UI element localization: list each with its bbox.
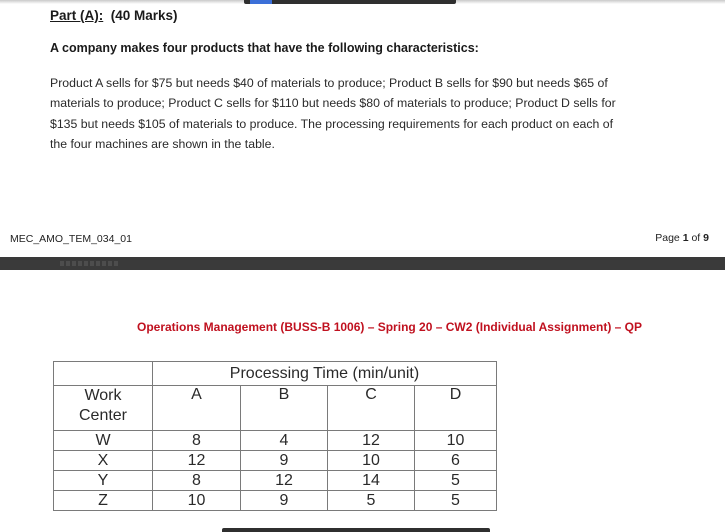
paragraph-line: materials to produce; Product C sells for $110 but needs $80 of materials to produce; Product D sells for: [50, 96, 616, 111]
table-header-row: [54, 386, 497, 431]
table-cell: 8: [153, 471, 241, 491]
page-header-title: Operations Management (BUSS-B 1006) – Spring 20 – CW2 (Individual Assignment) – QP: [137, 320, 642, 334]
paragraph-line: Product A sells for $75 but needs $40 of materials to produce; Product B sells for $90 but needs $65 of: [50, 76, 608, 90]
table-cell: 10: [415, 431, 497, 451]
paragraph-line: $135 but needs $105 of materials to produce. The processing requirements for each product on each of: [50, 116, 614, 131]
row-label: Y: [54, 471, 153, 491]
work-center-header: [54, 386, 153, 431]
intro-text: A company makes four products that have the following characteristics:: [50, 41, 479, 55]
table-cell: 12: [328, 431, 415, 451]
table-cell: 14: [328, 471, 415, 491]
top-scroll-bar[interactable]: [244, 0, 456, 4]
table-row: [54, 431, 497, 451]
table-title: Processing Time (min/unit): [153, 362, 497, 386]
table-cell: 8: [153, 431, 241, 451]
paragraph-line: the four machines are shown in the table.: [50, 136, 275, 151]
bottom-scroll-bar[interactable]: [222, 528, 490, 532]
page-total: 9: [703, 232, 709, 244]
table-cell: 5: [415, 491, 497, 511]
table-cell: 10: [328, 451, 415, 471]
page-current: 1: [682, 232, 689, 244]
page-number: [655, 232, 709, 244]
row-label: X: [54, 451, 153, 471]
work-center-line1: Work: [84, 387, 122, 404]
page-prefix: Page: [655, 232, 680, 244]
work-center-line2: Center: [78, 407, 128, 424]
table-cell: 9: [241, 491, 328, 511]
table-row: [54, 451, 497, 471]
table-corner-top: [54, 362, 153, 386]
top-scroll-accent: [250, 0, 272, 4]
row-label: W: [54, 431, 153, 451]
table-cell: 4: [241, 431, 328, 451]
page-of: of: [691, 232, 701, 244]
part-heading: [50, 8, 178, 23]
table-cell: 12: [241, 471, 328, 491]
table-cell: 12: [153, 451, 241, 471]
processing-time-table: [53, 361, 497, 511]
part-label: Part (A):: [50, 8, 104, 23]
column-header-d: D: [415, 386, 497, 431]
row-label: Z: [54, 491, 153, 511]
table-title-row: [54, 362, 497, 386]
part-marks: (40 Marks): [110, 8, 178, 23]
table-row: [54, 471, 497, 491]
table-cell: 9: [241, 451, 328, 471]
column-header-b: B: [241, 386, 328, 431]
table-cell: 6: [415, 451, 497, 471]
table-cell: 5: [328, 491, 415, 511]
table-cell: 5: [415, 471, 497, 491]
table-cell: 10: [153, 491, 241, 511]
table-row: [54, 491, 497, 511]
column-header-a: A: [153, 386, 241, 431]
page-separator-mark: [60, 261, 120, 266]
column-header-c: C: [328, 386, 415, 431]
doc-code: MEC_AMO_TEM_034_01: [10, 233, 132, 245]
problem-paragraph: [50, 73, 675, 154]
